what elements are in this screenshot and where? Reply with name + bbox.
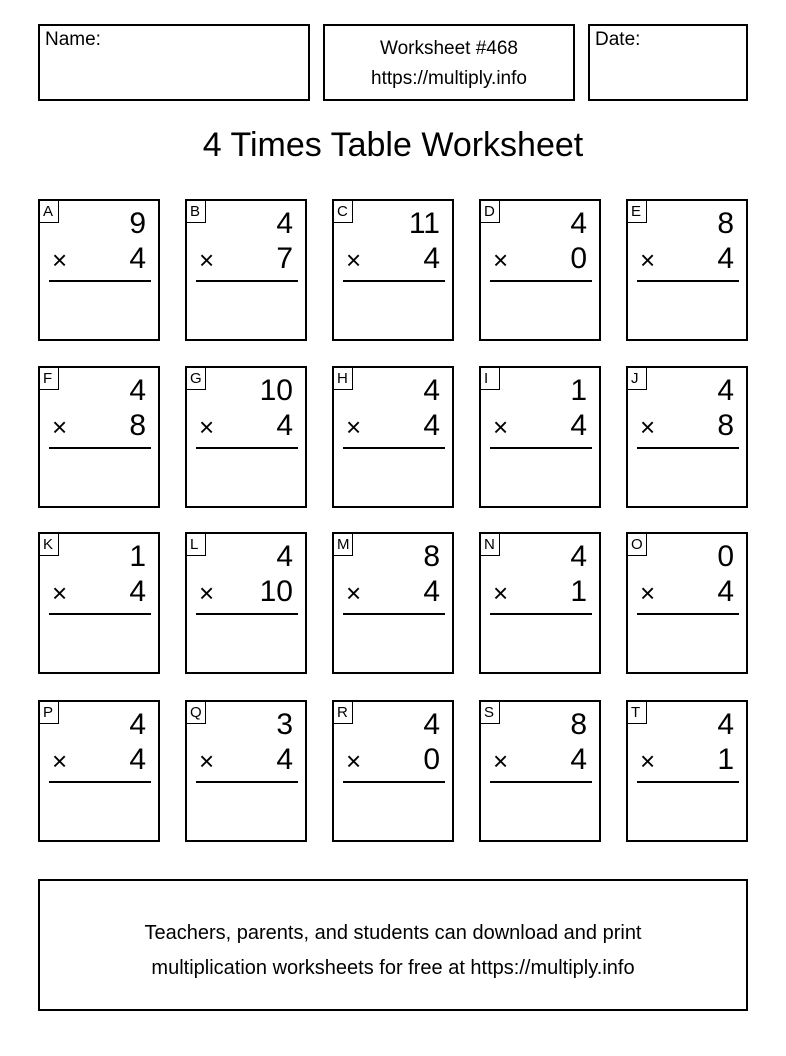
multiply-sign: × [640, 746, 656, 776]
answer-line [49, 613, 151, 615]
multiplier: 4 [717, 242, 734, 275]
multiplicand: 4 [423, 374, 440, 407]
multiply-sign: × [640, 412, 656, 442]
problem-letter: D [480, 200, 500, 223]
page-title: 4 Times Table Worksheet [202, 126, 584, 164]
worksheet-info-box [323, 24, 575, 101]
date-label: Date: [595, 29, 641, 50]
problem-letter: H [333, 367, 353, 390]
problem-letter: O [627, 533, 647, 556]
multiplier: 10 [259, 575, 293, 608]
multiply-sign: × [640, 578, 656, 608]
name-label: Name: [45, 29, 101, 50]
multiply-sign: × [52, 412, 68, 442]
multiplicand: 4 [570, 540, 587, 573]
problem-card[interactable] [626, 532, 748, 674]
date-box[interactable] [588, 24, 748, 101]
answer-line [196, 447, 298, 449]
multiplier: 4 [570, 409, 587, 442]
problem-card[interactable] [185, 366, 307, 508]
problem-letter: K [39, 533, 59, 556]
multiplicand: 4 [276, 207, 293, 240]
problem-card[interactable] [332, 366, 454, 508]
multiply-sign: × [346, 746, 362, 776]
multiply-sign: × [493, 578, 509, 608]
multiply-sign: × [199, 412, 215, 442]
footer-box [38, 879, 748, 1011]
multiplicand: 11 [408, 207, 440, 240]
answer-line [637, 781, 739, 783]
multiplicand: 4 [717, 708, 734, 741]
problem-letter: N [480, 533, 500, 556]
multiply-sign: × [346, 578, 362, 608]
problem-letter: S [480, 701, 500, 724]
multiplicand: 1 [570, 374, 587, 407]
answer-line [196, 280, 298, 282]
answer-line [196, 613, 298, 615]
multiplier: 7 [276, 242, 293, 275]
answer-line [49, 447, 151, 449]
multiplier: 8 [717, 409, 734, 442]
multiplier: 4 [570, 743, 587, 776]
multiplier: 4 [717, 575, 734, 608]
answer-line [49, 280, 151, 282]
answer-line [196, 781, 298, 783]
problem-card[interactable] [185, 532, 307, 674]
problem-card[interactable] [332, 700, 454, 842]
problem-letter: R [333, 701, 353, 724]
problem-letter: M [333, 533, 353, 556]
problem-card[interactable] [38, 532, 160, 674]
multiply-sign: × [52, 245, 68, 275]
answer-line [490, 447, 592, 449]
multiply-sign: × [346, 412, 362, 442]
multiplicand: 9 [129, 207, 146, 240]
multiplicand: 8 [423, 540, 440, 573]
multiplier: 4 [423, 409, 440, 442]
multiplicand: 10 [259, 374, 293, 407]
problem-card[interactable] [332, 199, 454, 341]
worksheet-number: Worksheet #468 [379, 38, 518, 59]
multiplicand: 4 [276, 540, 293, 573]
answer-line [343, 613, 445, 615]
problem-card[interactable] [626, 366, 748, 508]
multiplier: 4 [276, 743, 293, 776]
footer-line-1: Teachers, parents, and students can download and print [144, 922, 642, 944]
problem-letter: Q [186, 701, 206, 724]
multiply-sign: × [493, 746, 509, 776]
multiplicand: 3 [276, 708, 293, 741]
multiplier: 4 [129, 242, 146, 275]
problem-card[interactable] [38, 199, 160, 341]
multiply-sign: × [52, 578, 68, 608]
name-box[interactable] [38, 24, 310, 101]
multiplier: 4 [276, 409, 293, 442]
problem-card[interactable] [332, 532, 454, 674]
problem-card[interactable] [479, 532, 601, 674]
multiplicand: 0 [717, 540, 734, 573]
problem-letter: G [186, 367, 206, 390]
multiply-sign: × [199, 746, 215, 776]
multiplier: 4 [423, 242, 440, 275]
multiplicand: 4 [570, 207, 587, 240]
multiplier: 0 [423, 743, 440, 776]
problem-card[interactable] [479, 700, 601, 842]
answer-line [343, 280, 445, 282]
multiply-sign: × [493, 412, 509, 442]
multiplicand: 1 [129, 540, 146, 573]
multiply-sign: × [199, 245, 215, 275]
problem-card[interactable] [479, 366, 601, 508]
multiply-sign: × [199, 578, 215, 608]
worksheet-url: https://multiply.info [371, 68, 527, 89]
problem-card[interactable] [479, 199, 601, 341]
problem-letter: C [333, 200, 353, 223]
problem-letter: E [627, 200, 647, 223]
problem-card[interactable] [185, 700, 307, 842]
problem-letter: A [39, 200, 59, 223]
multiplier: 4 [129, 575, 146, 608]
multiplier: 1 [570, 575, 587, 608]
answer-line [490, 613, 592, 615]
problem-card[interactable] [38, 700, 160, 842]
multiply-sign: × [640, 245, 656, 275]
answer-line [343, 447, 445, 449]
multiplier: 0 [570, 242, 587, 275]
answer-line [490, 280, 592, 282]
answer-line [637, 447, 739, 449]
problem-letter: P [39, 701, 59, 724]
problem-card[interactable] [626, 199, 748, 341]
problem-card[interactable] [185, 199, 307, 341]
multiplier: 4 [423, 575, 440, 608]
problem-card[interactable] [626, 700, 748, 842]
answer-line [49, 781, 151, 783]
multiplicand: 8 [717, 207, 734, 240]
answer-line [637, 613, 739, 615]
multiplicand: 8 [570, 708, 587, 741]
multiplier: 1 [717, 743, 734, 776]
problem-letter: B [186, 200, 206, 223]
multiply-sign: × [346, 245, 362, 275]
answer-line [343, 781, 445, 783]
answer-line [490, 781, 592, 783]
multiply-sign: × [493, 245, 509, 275]
multiplier: 4 [129, 743, 146, 776]
problem-letter: F [39, 367, 59, 390]
problem-letter: T [627, 701, 647, 724]
multiplicand: 4 [129, 708, 146, 741]
multiplicand: 4 [717, 374, 734, 407]
multiply-sign: × [52, 746, 68, 776]
problem-letter: J [627, 367, 647, 390]
footer-line-2: multiplication worksheets for free at https://multiply.info [151, 957, 635, 979]
answer-line [637, 280, 739, 282]
multiplicand: 4 [423, 708, 440, 741]
problem-letter: I [480, 367, 500, 390]
problem-card[interactable] [38, 366, 160, 508]
multiplier: 8 [129, 409, 146, 442]
problem-letter: L [186, 533, 206, 556]
multiplicand: 4 [129, 374, 146, 407]
